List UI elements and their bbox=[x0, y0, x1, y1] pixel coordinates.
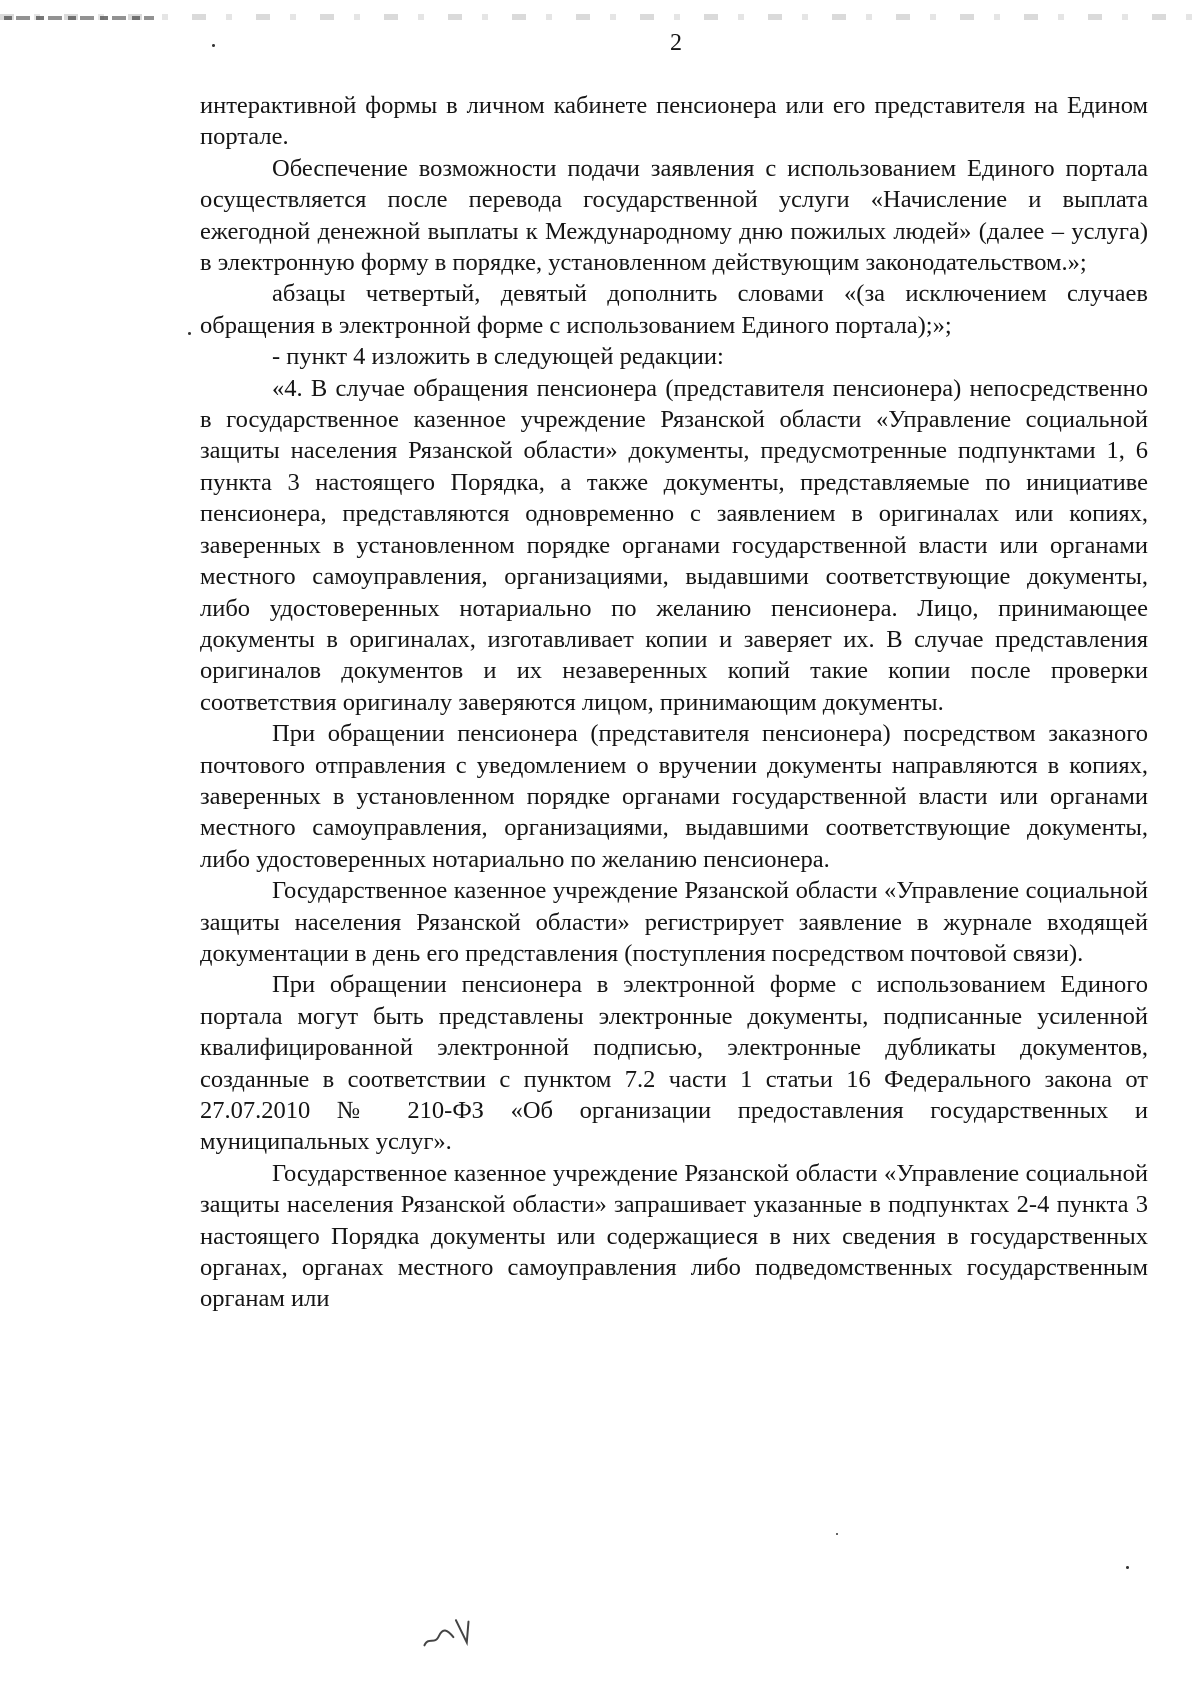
paragraph: «4. В случае обращения пенсионера (представителя пенсионера) непосредственно в государственное казенное учреждение Рязанской области «Управление социальной защиты населения Рязанской области» документы, предусмотренные подпунктами 1, 6 пункта 3 настоящего Порядка, а также документы, представляемые по инициативе пенсионера, представляются одновременно с заявлением в оригиналах или копиях, заверенных в установленном порядке органами государственной власти или органами местного самоуправления, организациями, выдавшими соответствующие документы, либо удостоверенных нотариально по желанию пенсионера. Лицо, принимающее документы в оригиналах, изготавливает копии и заверяет их. В случае представления оригиналов документов и их незаверенных копий такие копии после проверки соответствия оригиналу заверяются лицом, принимающим документы. bbox=[200, 374, 1148, 716]
document-body bbox=[200, 90, 1148, 1315]
scan-edge-artifact bbox=[0, 14, 1200, 20]
paragraph: При обращении пенсионера (представителя пенсионера) посредством заказного почтового отправления с уведомлением о вручении документы направляются в копиях, заверенных в установленном порядке органами государственной власти или органами местного самоуправления, организациями, выдавшими соответствующие документы, либо удостоверенных нотариально по желанию пенсионера. bbox=[200, 720, 1148, 873]
paragraph: Государственное казенное учреждение Рязанской области «Управление социальной защиты населения Рязанской области» запрашивает указанные в подпунктах 2-4 пункта 3 настоящего Порядка документы или содержащиеся в них сведения в государственных органах, органах местного самоуправления либо подведомственных государственным органам или bbox=[200, 1159, 1148, 1313]
paragraph-continuation: интерактивной формы в личном кабинете пенсионера или его представителя на Едином портале. bbox=[200, 92, 1148, 151]
scan-speck bbox=[1126, 1566, 1129, 1569]
paragraph: абзацы четвертый, девятый дополнить словами «(за исключением случаев обращения в электронной форме с использованием Единого портала);»; bbox=[200, 280, 1148, 339]
scan-speck bbox=[188, 332, 191, 335]
page-number: 2 bbox=[670, 30, 682, 56]
paragraph: При обращении пенсионера в электронной форме с использованием Единого портала могут быть представлены электронные документы, подписанные усиленной квалифицированной электронной подписью, электронные дубликаты документов, созданные в соответствии с пунктом 7.2 части 1 статьи 16 Федерального закона от 27.07.2010 № 210-ФЗ «Об организации предоставления государственных и муниципальных услуг». bbox=[200, 971, 1148, 1156]
scan-edge-artifact-left bbox=[4, 16, 154, 20]
scan-speck bbox=[212, 44, 215, 47]
paragraph: - пункт 4 изложить в следующей редакции: bbox=[272, 343, 724, 371]
scan-speck bbox=[836, 1533, 838, 1535]
paragraph: Обеспечение возможности подачи заявления с использованием Единого портала осуществляется после перевода государственной услуги «Начисление и выплата ежегодной денежной выплаты к Международному дню пожилых людей» (далее – услуга) в электронную форму в порядке, установленном действующим законодательством.»; bbox=[200, 154, 1148, 277]
handwritten-mark bbox=[415, 1602, 502, 1658]
paragraph: Государственное казенное учреждение Рязанской области «Управление социальной защиты населения Рязанской области» регистрирует заявление в журнале входящей документации в день его представления (поступления посредством почтовой связи). bbox=[200, 877, 1148, 967]
